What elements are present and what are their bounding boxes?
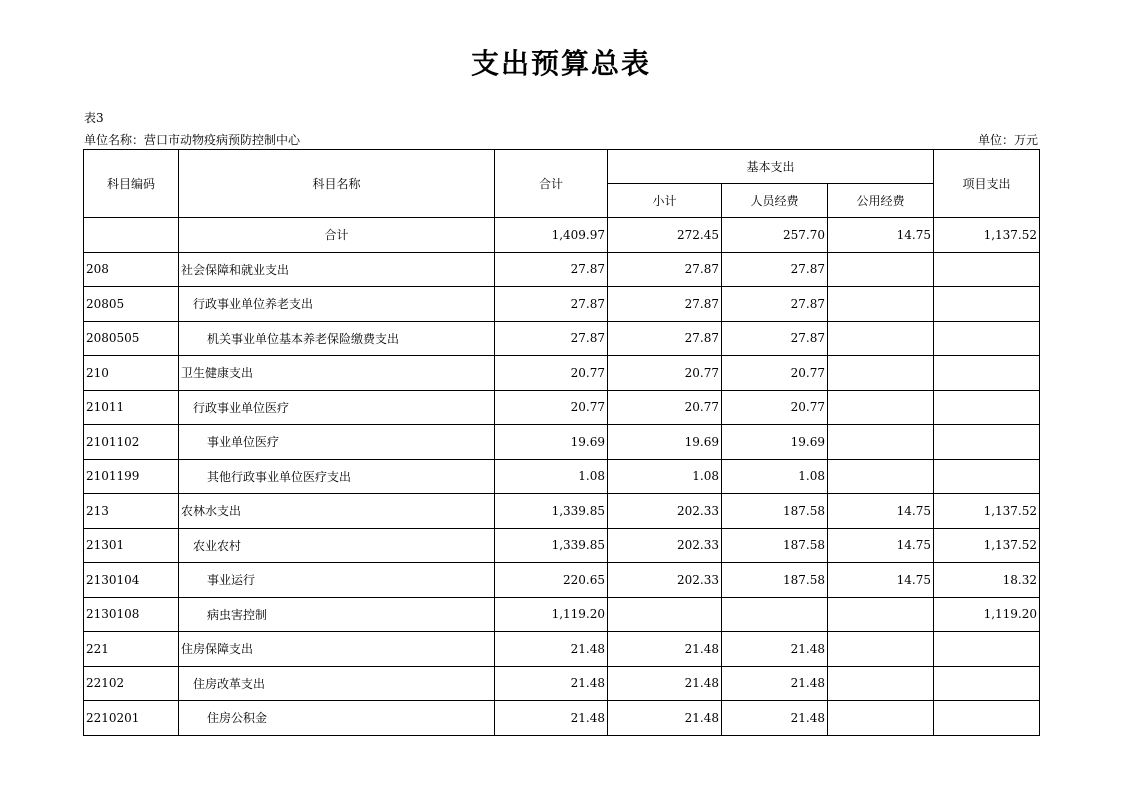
header-subtotal: 小计 (608, 184, 722, 218)
cell-project: 18.32 (934, 563, 1040, 598)
cell-code: 2101102 (84, 425, 179, 460)
cell-code: 210 (84, 356, 179, 391)
cell-total: 27.87 (495, 252, 608, 287)
cell-name: 卫生健康支出 (179, 356, 495, 391)
cell-code: 2130104 (84, 563, 179, 598)
cell-personnel: 257.70 (722, 218, 828, 253)
cell-total: 27.87 (495, 287, 608, 322)
cell-personnel: 21.48 (722, 632, 828, 667)
cell-public: 14.75 (828, 563, 934, 598)
cell-name: 事业运行 (179, 563, 495, 598)
cell-subtotal (608, 597, 722, 632)
cell-code: 20805 (84, 287, 179, 322)
cell-personnel: 187.58 (722, 563, 828, 598)
cell-subtotal: 1.08 (608, 459, 722, 494)
cell-name: 事业单位医疗 (179, 425, 495, 460)
cell-public (828, 425, 934, 460)
header-code: 科目编码 (84, 150, 179, 218)
cell-total: 21.48 (495, 666, 608, 701)
cell-code: 2101199 (84, 459, 179, 494)
cell-public (828, 287, 934, 322)
cell-name: 住房保障支出 (179, 632, 495, 667)
currency-unit: 单位：万元 (977, 133, 1038, 147)
table-row (84, 287, 1040, 322)
cell-public: 14.75 (828, 218, 934, 253)
cell-subtotal: 19.69 (608, 425, 722, 460)
cell-name: 社会保障和就业支出 (179, 252, 495, 287)
cell-subtotal: 27.87 (608, 321, 722, 356)
cell-project (934, 701, 1040, 736)
cell-code: 208 (84, 252, 179, 287)
cell-subtotal: 21.48 (608, 701, 722, 736)
cell-personnel: 187.58 (722, 494, 828, 529)
cell-total: 27.87 (495, 321, 608, 356)
cell-subtotal: 21.48 (608, 632, 722, 667)
table-row (84, 218, 1040, 253)
cell-name: 农业农村 (179, 528, 495, 563)
cell-personnel: 19.69 (722, 425, 828, 460)
cell-public (828, 390, 934, 425)
cell-public: 14.75 (828, 528, 934, 563)
table-header (84, 150, 1040, 218)
cell-personnel: 27.87 (722, 252, 828, 287)
cell-name: 其他行政事业单位医疗支出 (179, 459, 495, 494)
cell-code: 21011 (84, 390, 179, 425)
cell-total: 1,409.97 (495, 218, 608, 253)
header-public: 公用经费 (828, 184, 934, 218)
cell-code: 221 (84, 632, 179, 667)
cell-subtotal: 21.48 (608, 666, 722, 701)
table-row (84, 494, 1040, 529)
table-row (84, 701, 1040, 736)
header-basic: 基本支出 (608, 150, 934, 184)
cell-name: 住房改革支出 (179, 666, 495, 701)
table-number: 表3 (84, 111, 104, 125)
cell-project (934, 356, 1040, 391)
cell-project (934, 252, 1040, 287)
cell-code: 2130108 (84, 597, 179, 632)
header-personnel: 人员经费 (722, 184, 828, 218)
cell-subtotal: 202.33 (608, 494, 722, 529)
cell-subtotal: 27.87 (608, 252, 722, 287)
cell-subtotal: 202.33 (608, 563, 722, 598)
cell-code: 213 (84, 494, 179, 529)
cell-project: 1,137.52 (934, 218, 1040, 253)
cell-public (828, 632, 934, 667)
table-row (84, 632, 1040, 667)
cell-public (828, 356, 934, 391)
table-row (84, 597, 1040, 632)
budget-table (83, 149, 1040, 736)
cell-project: 1,137.52 (934, 494, 1040, 529)
table-row (84, 459, 1040, 494)
cell-subtotal: 202.33 (608, 528, 722, 563)
table-body (84, 218, 1040, 736)
cell-personnel: 21.48 (722, 666, 828, 701)
cell-project: 1,119.20 (934, 597, 1040, 632)
cell-total: 1,339.85 (495, 494, 608, 529)
cell-personnel: 27.87 (722, 321, 828, 356)
table-row (84, 425, 1040, 460)
cell-total: 1,339.85 (495, 528, 608, 563)
cell-personnel: 20.77 (722, 356, 828, 391)
cell-personnel: 27.87 (722, 287, 828, 322)
cell-project (934, 425, 1040, 460)
cell-project (934, 666, 1040, 701)
cell-subtotal: 20.77 (608, 390, 722, 425)
cell-public (828, 597, 934, 632)
cell-code: 2210201 (84, 701, 179, 736)
cell-project (934, 632, 1040, 667)
cell-code: 22102 (84, 666, 179, 701)
header-name: 科目名称 (179, 150, 495, 218)
table-row (84, 321, 1040, 356)
header-project: 项目支出 (934, 150, 1040, 218)
cell-total: 20.77 (495, 390, 608, 425)
cell-personnel: 187.58 (722, 528, 828, 563)
cell-total: 1,119.20 (495, 597, 608, 632)
cell-name: 病虫害控制 (179, 597, 495, 632)
cell-name: 机关事业单位基本养老保险缴费支出 (179, 321, 495, 356)
header-total: 合计 (495, 150, 608, 218)
table-row (84, 666, 1040, 701)
cell-subtotal: 27.87 (608, 287, 722, 322)
cell-name: 行政事业单位医疗 (179, 390, 495, 425)
unit-name: 单位名称：营口市动物疫病预防控制中心 (84, 133, 301, 147)
cell-code: 21301 (84, 528, 179, 563)
cell-public (828, 459, 934, 494)
cell-name: 合计 (179, 218, 495, 253)
table-row (84, 252, 1040, 287)
cell-project (934, 321, 1040, 356)
cell-name: 农林水支出 (179, 494, 495, 529)
table-row (84, 390, 1040, 425)
cell-public (828, 321, 934, 356)
table-row (84, 528, 1040, 563)
table-row (84, 563, 1040, 598)
page-title: 支出预算总表 (470, 47, 651, 80)
cell-public (828, 701, 934, 736)
cell-project (934, 390, 1040, 425)
cell-subtotal: 20.77 (608, 356, 722, 391)
cell-total: 19.69 (495, 425, 608, 460)
cell-personnel: 20.77 (722, 390, 828, 425)
cell-total: 220.65 (495, 563, 608, 598)
cell-subtotal: 272.45 (608, 218, 722, 253)
cell-public: 14.75 (828, 494, 934, 529)
cell-total: 1.08 (495, 459, 608, 494)
cell-code (84, 218, 179, 253)
table-row (84, 356, 1040, 391)
cell-public (828, 252, 934, 287)
cell-project: 1,137.52 (934, 528, 1040, 563)
cell-total: 21.48 (495, 632, 608, 667)
cell-name: 行政事业单位养老支出 (179, 287, 495, 322)
cell-personnel (722, 597, 828, 632)
cell-total: 21.48 (495, 701, 608, 736)
cell-name: 住房公积金 (179, 701, 495, 736)
cell-personnel: 21.48 (722, 701, 828, 736)
cell-public (828, 666, 934, 701)
cell-project (934, 459, 1040, 494)
cell-code: 2080505 (84, 321, 179, 356)
cell-personnel: 1.08 (722, 459, 828, 494)
cell-project (934, 287, 1040, 322)
cell-total: 20.77 (495, 356, 608, 391)
